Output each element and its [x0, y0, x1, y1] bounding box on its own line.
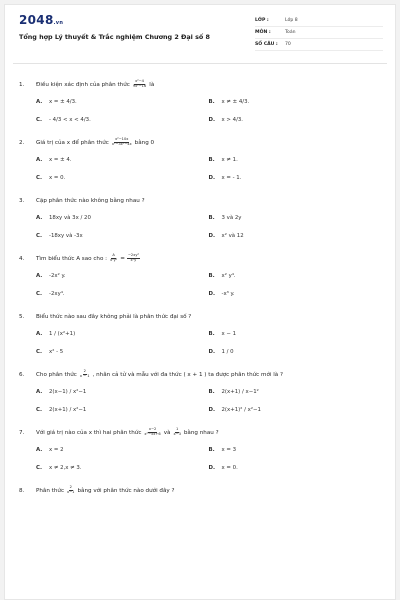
option-text: 18xy và 3x / 20 [49, 214, 91, 221]
answer-options [19, 155, 381, 182]
question-item [19, 428, 381, 472]
option-text: x = 2 [49, 446, 64, 453]
answer-option[interactable] [209, 155, 382, 164]
option-text: x = ± 4. [49, 156, 72, 163]
option-text: -2x² y. [49, 272, 66, 279]
option-text: 1 / 0 [221, 348, 234, 355]
option-letter: C. [36, 116, 43, 123]
question-text: Phân thức [36, 487, 65, 494]
meta-row [255, 27, 383, 39]
answer-option[interactable] [36, 405, 209, 414]
answer-option[interactable] [209, 329, 382, 338]
question-stem [19, 138, 381, 147]
site-logo[interactable]: 2048.vn [19, 13, 64, 27]
answer-option[interactable] [36, 329, 209, 338]
option-letter: B. [208, 272, 215, 279]
meta-key: MÔN : [255, 30, 271, 35]
answer-option[interactable] [209, 289, 382, 298]
option-letter: C. [36, 464, 43, 471]
option-letter: C. [36, 348, 43, 355]
answer-option[interactable] [209, 387, 382, 396]
document-title: Tổng hợp Lý thuyết & Trắc nghiệm Chương 2 Đại số 8 [19, 33, 210, 41]
answer-option[interactable] [36, 231, 209, 240]
answer-option[interactable] [209, 231, 382, 240]
option-letter: B. [208, 446, 215, 453]
question-number: 1. [19, 81, 25, 88]
question-text: Cho phân thức [36, 371, 77, 378]
question-stem [19, 312, 381, 321]
fraction: $\frac{\text{x²−10x}}{\text{x²−3x²−4x}}$ [111, 137, 132, 146]
answer-option[interactable] [209, 405, 382, 414]
header-divider [13, 63, 387, 64]
option-text: x = 3 [221, 446, 237, 453]
question-stem [19, 370, 381, 379]
question-number: 8. [19, 487, 25, 494]
question-item [19, 312, 381, 356]
option-letter: D. [208, 406, 216, 413]
question-text-mid: bằng với phân thức nào dưới đây ? [77, 487, 175, 494]
question-text: Biểu thức nào sau đây không phải là phân thức đại số ? [36, 313, 192, 320]
answer-options [19, 213, 381, 240]
option-text: x ≠ 2,x ≠ 3. [49, 464, 82, 471]
option-letter: D. [208, 348, 216, 355]
option-text: x² y⁴. [221, 272, 236, 279]
question-item [19, 138, 381, 182]
answer-option[interactable] [36, 271, 209, 280]
question-item [19, 370, 381, 414]
worksheet-page [4, 4, 396, 600]
question-text-end: là [149, 81, 155, 88]
question-number: 4. [19, 255, 25, 262]
meta-row [255, 15, 383, 27]
option-text: 2(x+1)² / x²−1 [221, 406, 261, 413]
question-item [19, 196, 381, 240]
answer-options [19, 329, 381, 356]
option-letter: C. [36, 232, 43, 239]
answer-option[interactable] [36, 97, 209, 106]
question-text: Điều kiện xác định của phân thức [36, 81, 130, 88]
question-number: 2. [19, 139, 25, 146]
answer-option[interactable] [209, 115, 382, 124]
question-number: 5. [19, 313, 25, 320]
option-text: x = - 1. [221, 174, 242, 181]
question-text: Giá trị của x để phân thức [36, 139, 109, 146]
fraction: $\frac{2}{x - 1}$ [79, 369, 90, 378]
option-text: 2(x+1) / x−1² [221, 388, 259, 395]
option-letter: A. [36, 388, 43, 395]
question-text-mid: = [120, 255, 125, 262]
question-item [19, 486, 381, 495]
answer-option[interactable] [209, 463, 382, 472]
question-text-end: bằng 0 [134, 139, 155, 146]
meta-key: LỚP : [255, 18, 269, 23]
option-letter: B. [208, 156, 215, 163]
answer-option[interactable] [36, 115, 209, 124]
option-letter: D. [208, 464, 216, 471]
option-letter: C. [36, 174, 43, 181]
option-letter: C. [36, 406, 43, 413]
meta-row [255, 39, 383, 51]
option-text: x ≠ 1. [221, 156, 238, 163]
option-text: x = 0. [221, 464, 238, 471]
question-stem [19, 80, 381, 89]
option-letter: B. [208, 330, 215, 337]
question-text-mid: , nhân cả tử và mẫu với đa thức ( x + 1 ) ta được phân thức mới là ? [92, 371, 283, 378]
option-letter: A. [36, 272, 43, 279]
answer-option[interactable] [209, 213, 382, 222]
answer-option[interactable] [36, 213, 209, 222]
option-letter: D. [208, 174, 216, 181]
option-text: x = 0. [49, 174, 66, 181]
option-letter: D. [208, 290, 216, 297]
fraction: $\frac{\text{−2xy²}}{\text{x³y}}$ [127, 253, 139, 262]
option-text: 2(x−1) / x²−1 [49, 388, 87, 395]
worksheet-header [5, 5, 395, 63]
answer-options [19, 97, 381, 124]
question-stem [19, 254, 381, 263]
question-item [19, 80, 381, 124]
question-text: Với giá trị nào của x thì hai phân thức [36, 429, 142, 436]
option-letter: C. [36, 290, 43, 297]
fraction: $\frac{x-2}{\text{x²−5x+6}}$ [144, 427, 161, 436]
answer-option[interactable] [36, 155, 209, 164]
answer-option[interactable] [209, 271, 382, 280]
question-number: 3. [19, 197, 25, 204]
option-letter: D. [208, 116, 216, 123]
question-item [19, 254, 381, 298]
option-letter: B. [208, 98, 215, 105]
meta-value: Lớp 8 [285, 18, 298, 23]
option-text: -2xy⁴. [49, 290, 65, 297]
fraction: $\frac{2}{x-1}$ [67, 485, 75, 494]
question-text: Cặp phân thức nào không bằng nhau ? [36, 197, 145, 204]
option-text: -x³ y. [221, 290, 235, 297]
option-text: 2(x+1) / x²−1 [49, 406, 87, 413]
option-text: 1 / (x²+1) [49, 330, 76, 337]
option-text: x − 1 [221, 330, 237, 337]
meta-value: 70 [285, 42, 291, 47]
answer-option[interactable] [209, 347, 382, 356]
option-text: x² và 12 [221, 232, 244, 239]
option-text: x > 4/3. [221, 116, 244, 123]
answer-option[interactable] [209, 97, 382, 106]
option-letter: A. [36, 330, 43, 337]
option-letter: B. [208, 388, 215, 395]
option-letter: A. [36, 156, 43, 163]
option-text: 3 và 2y [221, 214, 242, 221]
fraction: $\frac{A}{\text{x²y²}}$ [110, 253, 118, 262]
question-stem [19, 428, 381, 437]
option-letter: D. [208, 232, 216, 239]
meta-table [255, 15, 383, 51]
option-letter: A. [36, 98, 43, 105]
answer-options [19, 271, 381, 298]
answer-option[interactable] [209, 445, 382, 454]
question-text: Tìm biểu thức A sao cho : [36, 255, 108, 262]
question-text-end: bằng nhau ? [183, 429, 219, 436]
option-text: x² - 5 [49, 348, 64, 355]
question-stem [19, 486, 381, 495]
answer-option[interactable] [36, 173, 209, 182]
question-text-mid: và [163, 429, 171, 436]
answer-option[interactable] [209, 173, 382, 182]
option-text: -18xy và -3x [49, 232, 83, 239]
meta-key: SỐ CÂU : [255, 42, 278, 47]
option-letter: B. [208, 214, 215, 221]
answer-option[interactable] [36, 445, 209, 454]
option-letter: A. [36, 446, 43, 453]
question-list [5, 80, 395, 495]
fraction: $\frac{\text{x²−4}}{\text{9x²−16}}$ [132, 79, 147, 88]
answer-option[interactable] [36, 347, 209, 356]
question-stem [19, 196, 381, 205]
question-number: 7. [19, 429, 25, 436]
question-number: 6. [19, 371, 25, 378]
fraction: $\frac{1}{x-3}$ [173, 427, 181, 436]
answer-options [19, 445, 381, 472]
option-letter: A. [36, 214, 43, 221]
option-text: - 4/3 < x < 4/3. [49, 116, 91, 123]
answer-option[interactable] [36, 463, 209, 472]
answer-option[interactable] [36, 289, 209, 298]
option-text: x = ± 4/3. [49, 98, 77, 105]
option-text: x ≠ ± 4/3. [221, 98, 250, 105]
answer-option[interactable] [36, 387, 209, 396]
answer-options [19, 387, 381, 414]
meta-value: Toán [285, 30, 296, 35]
